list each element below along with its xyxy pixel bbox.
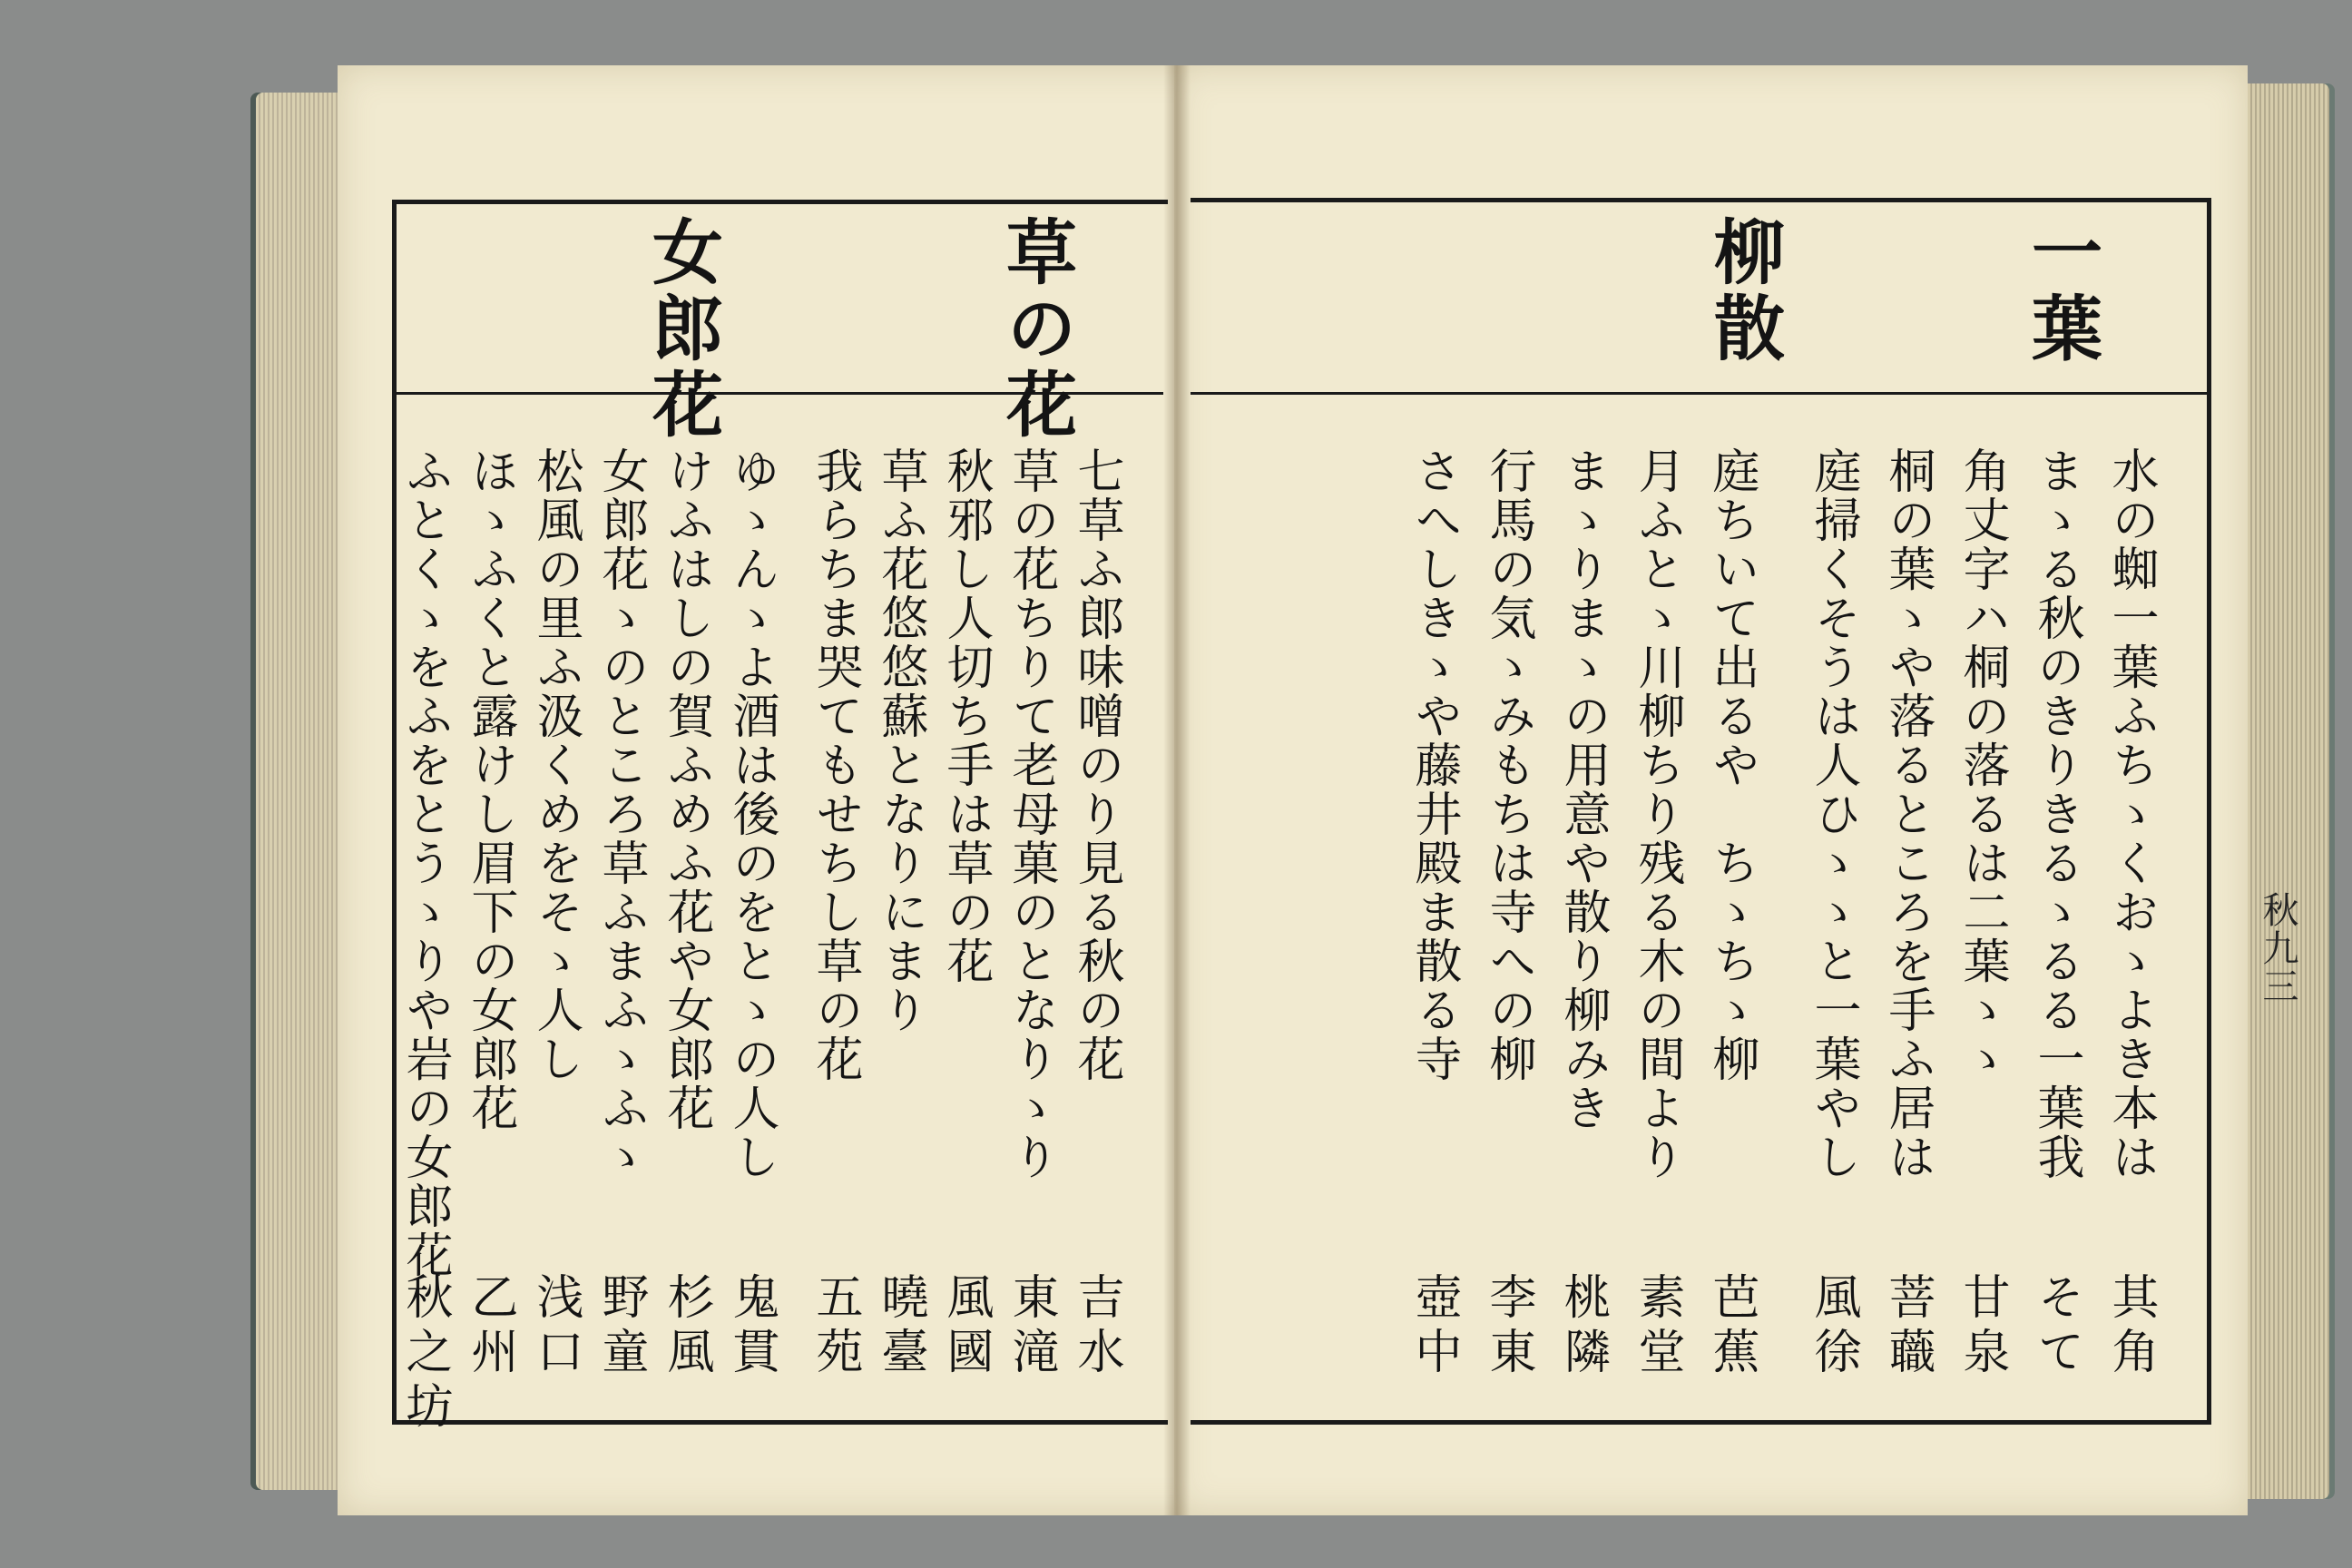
verse-line: 桐の葉ゝや落るところを手ふ居は bbox=[1880, 446, 1935, 1181]
author-name: 甘泉 bbox=[1955, 1272, 2009, 1381]
verse-line: 行馬の気ゝみもちは寺への柳 bbox=[1481, 446, 1535, 1083]
verse-line: 月ふとゝ川柳ちり残る木の間より bbox=[1630, 446, 1684, 1181]
author-name: 乙州 bbox=[463, 1272, 517, 1381]
author-name: 鬼貫 bbox=[724, 1272, 779, 1381]
right-title-divider bbox=[1191, 392, 2207, 395]
author-name: 壺中 bbox=[1406, 1272, 1461, 1381]
verse-line: 松風の里ふ汲くめをそゝ人し bbox=[528, 446, 583, 1083]
verse-line: 女郎花ゝのところ草ふまふゝふゝ bbox=[593, 446, 648, 1181]
verse-line: ふとくゝをふをとうゝりや岩の女郎花 bbox=[397, 446, 452, 1279]
author-name: 芭蕉 bbox=[1704, 1272, 1759, 1381]
verse-line: けふはしの賀ふめふ花や女郎花 bbox=[659, 446, 713, 1132]
open-book bbox=[256, 65, 2329, 1515]
author-name: 桃隣 bbox=[1555, 1272, 1610, 1381]
verse-line: 我らちま哭てもせちし草の花 bbox=[808, 446, 862, 1083]
verse-line: ほゝふくと露けし眉下の女郎花 bbox=[463, 446, 517, 1132]
verse-line: 秋邪し人切ち手は草の花 bbox=[938, 446, 993, 985]
author-name: 秋之坊 bbox=[397, 1272, 452, 1436]
author-name: 風國 bbox=[938, 1272, 993, 1381]
verse-line: 水の蜘一葉ふちゝくおゝよき本は bbox=[2103, 446, 2158, 1181]
title-1: 一葉 bbox=[2020, 215, 2102, 368]
author-name: 五苑 bbox=[808, 1272, 862, 1381]
verse-line: 七草ふ郎味噌のり見る秋の花 bbox=[1069, 446, 1123, 1083]
author-name: 東滝 bbox=[1004, 1272, 1058, 1381]
verse-line: まゝりまゝの用意や散り柳みき bbox=[1555, 446, 1610, 1132]
author-name: 風徐 bbox=[1806, 1272, 1860, 1381]
author-name: 杉風 bbox=[659, 1272, 713, 1381]
verse-line: 角丈字ハ桐の落るは二葉ゝゝ bbox=[1955, 446, 2009, 1083]
verse-line: まゝる秋のきりきるゝるる一葉我 bbox=[2029, 446, 2083, 1181]
verse-line: 庭ちいて出るや ちゝちゝ柳 bbox=[1704, 446, 1759, 1083]
title-2: 柳散 bbox=[1702, 215, 1785, 368]
author-name: 曉臺 bbox=[873, 1272, 927, 1381]
verse-line: さへしきゝや藤井殿ま散る寺 bbox=[1406, 446, 1461, 1083]
title-3: 草の花 bbox=[995, 215, 1077, 444]
verse-line: 草の花ちりて老母菓のとなりゝり bbox=[1004, 446, 1058, 1181]
author-name: 其角 bbox=[2103, 1272, 2158, 1381]
author-name: 菩蘵 bbox=[1880, 1272, 1935, 1381]
folio-number: 秋九三 bbox=[2257, 891, 2298, 1005]
verse-line: 庭掃くそうは人ひゝゝと一葉やし bbox=[1806, 446, 1860, 1181]
title-4: 女郎花 bbox=[641, 215, 723, 444]
author-name: 素堂 bbox=[1630, 1272, 1684, 1381]
author-name: 吉水 bbox=[1069, 1272, 1123, 1381]
author-name: そて bbox=[2029, 1272, 2083, 1381]
page-block-right-edge bbox=[2248, 83, 2329, 1499]
author-name: 李東 bbox=[1481, 1272, 1535, 1381]
verse-line: 草ふ花悠悠蘇となりにまり bbox=[873, 446, 927, 1034]
author-name: 浅口 bbox=[528, 1272, 583, 1381]
author-name: 野童 bbox=[593, 1272, 648, 1381]
verse-line: ゆゝんゝよ酒は後のをとゝの人し bbox=[724, 446, 779, 1181]
